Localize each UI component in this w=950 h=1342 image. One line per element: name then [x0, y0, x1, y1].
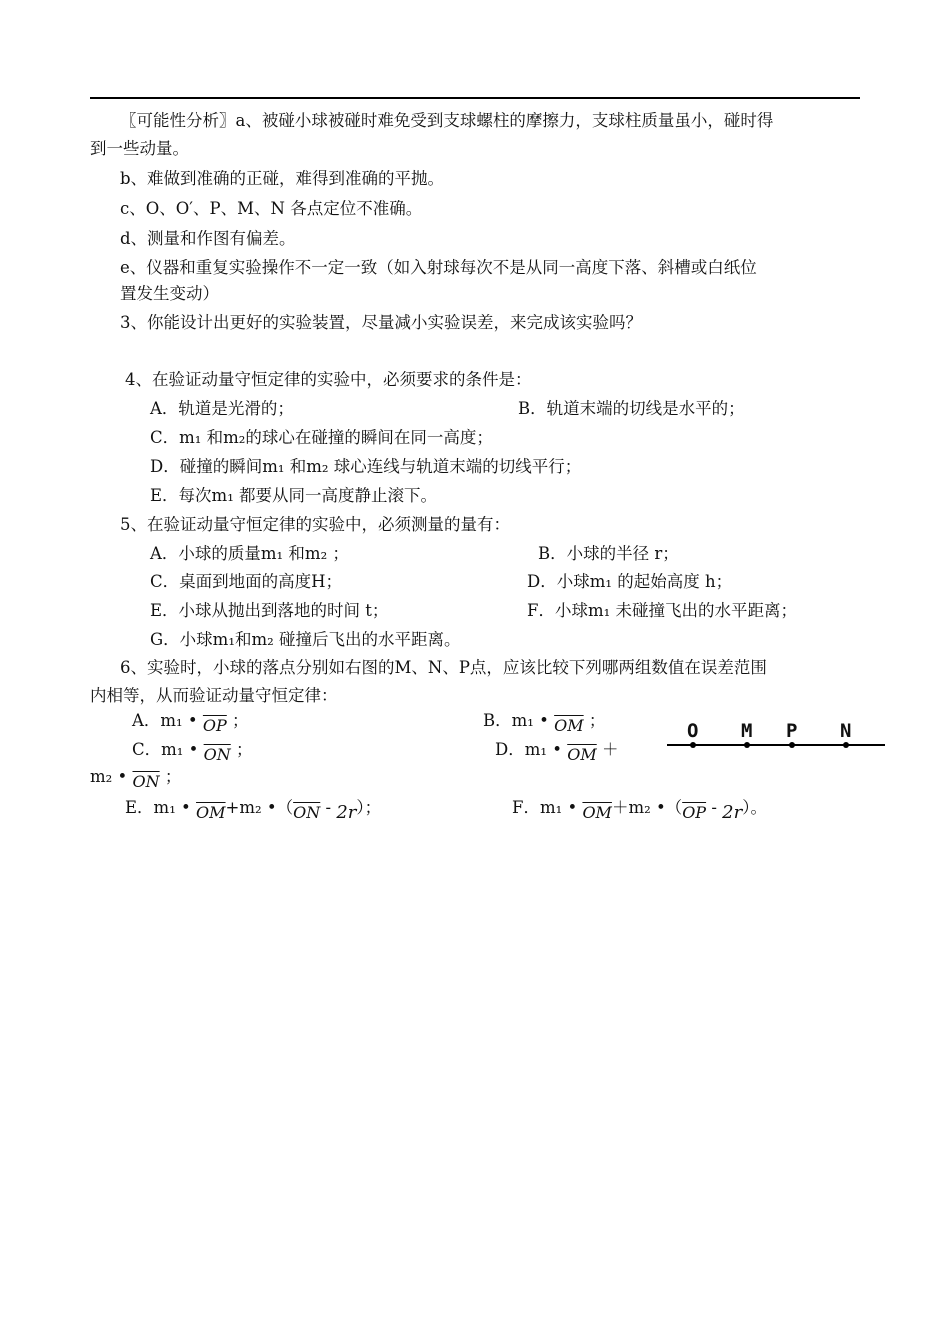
possibility-analysis-d: d、测量和作图有偏差。 — [120, 229, 296, 248]
landing-points-diagram — [655, 715, 895, 760]
option-d2-prefix: m₂ • — [90, 767, 128, 786]
option-f-prefix: F．m₁ • — [512, 798, 578, 817]
possibility-analysis-b: b、难做到准确的正碰，难得到准确的平抛。 — [120, 169, 445, 188]
option-a-prefix: A．m₁ • — [132, 711, 198, 730]
two-r: 2r — [336, 802, 357, 823]
question-3: 3、你能设计出更好的实验装置，尽量减小实验误差，来完成该实验吗？ — [120, 313, 642, 332]
question-5-option-b: B．小球的半径 r； — [538, 544, 679, 563]
label-m: M — [741, 720, 753, 742]
point-m-dot — [744, 742, 750, 748]
question-5-stem: 5、在验证动量守恒定律的实验中，必须测量的量有： — [120, 515, 510, 534]
possibility-analysis-a: 〖可能性分析〗a、被碰小球被碰时难免受到支球螺柱的摩擦力，支球柱质量虽小，碰时得 — [120, 111, 774, 130]
question-5-option-a: A．小球的质量m₁ 和m₂ ； — [150, 544, 349, 563]
question-6-option-f — [512, 797, 767, 823]
question-6-option-d — [495, 739, 619, 764]
option-b-suffix: ； — [588, 711, 606, 730]
option-b-prefix: B．m₁ • — [483, 711, 549, 730]
question-5-option-f: F．小球m₁ 未碰撞飞出的水平距离； — [527, 601, 797, 620]
label-p: P — [786, 720, 798, 742]
question-4-stem: 4、在验证动量守恒定律的实验中，必须要求的条件是： — [125, 370, 532, 389]
segment-om: $\overline{OM}$ — [582, 803, 612, 822]
point-n-dot — [843, 742, 849, 748]
option-c-suffix: ； — [236, 740, 253, 759]
segment-op: $\overline{OP}$ — [202, 716, 227, 735]
question-6-option-c — [132, 739, 253, 764]
question-5-option-d: D．小球m₁ 的起始高度 h； — [527, 572, 733, 591]
question-4-option-d: D．碰撞的瞬间m₁ 和m₂ 球心连线与轨道末端的切线平行； — [150, 457, 582, 476]
option-d-prefix: D．m₁ • — [495, 740, 562, 759]
question-5-option-e: E．小球从抛出到落地的时间 t； — [150, 601, 389, 620]
segment-on: $\overline{ON}$ — [293, 803, 321, 822]
label-o: O — [687, 720, 699, 742]
question-6-stem-cont: 内相等，从而验证动量守恒定律： — [90, 686, 338, 705]
question-6-option-e — [125, 797, 382, 823]
option-c-prefix: C．m₁ • — [132, 740, 199, 759]
label-n: N — [840, 720, 852, 742]
option-f-suffix: ）。 — [742, 798, 767, 817]
minus-sign: - — [706, 798, 723, 817]
segment-om: $\overline{OM}$ — [554, 716, 584, 735]
segment-om: $\overline{OM}$ — [567, 745, 597, 764]
minus-sign: - — [320, 798, 337, 817]
option-d2-suffix: ； — [164, 767, 182, 786]
option-d-plus: ＋ — [601, 740, 619, 759]
point-p-dot — [789, 742, 795, 748]
possibility-analysis-e: e、仪器和重复实验操作不一定一致（如入射球每次不是从同一高度下落、斜槽或白纸位 — [120, 258, 757, 277]
option-e-prefix: E．m₁ • — [125, 798, 191, 817]
possibility-analysis-a-cont: 到一些动量。 — [90, 139, 189, 158]
question-6-stem: 6、实验时，小球的落点分别如右图的M、N、P点，应该比较下列哪两组数值在误差范围 — [120, 658, 767, 677]
top-rule — [90, 97, 860, 99]
segment-op: $\overline{OP}$ — [682, 803, 707, 822]
option-e-mid: +m₂ •（ — [225, 798, 294, 817]
question-6-option-d-cont — [90, 766, 182, 791]
possibility-analysis-c: c、O、O′、P、M、N 各点定位不准确。 — [120, 199, 423, 218]
question-6-option-a — [132, 710, 249, 735]
question-4-option-c: C．m₁ 和m₂的球心在碰撞的瞬间在同一高度； — [150, 428, 493, 447]
question-4-option-e: E．每次m₁ 都要从同一高度静止滚下。 — [150, 486, 438, 505]
segment-on: $\overline{ON}$ — [203, 745, 231, 764]
point-o-dot — [690, 742, 696, 748]
question-6-option-b — [483, 710, 606, 735]
option-e-suffix: ）； — [356, 798, 382, 817]
possibility-analysis-e-cont: 置发生变动） — [120, 284, 219, 303]
question-5-option-c: C．桌面到地面的高度H； — [150, 572, 343, 591]
two-r: 2r — [722, 802, 743, 823]
segment-on: $\overline{ON}$ — [132, 772, 160, 791]
option-a-suffix: ； — [232, 711, 249, 730]
question-4-option-a: A．轨道是光滑的； — [150, 399, 294, 418]
question-4-option-b: B．轨道末端的切线是水平的； — [518, 399, 745, 418]
option-f-mid: ＋m₂ •（ — [611, 798, 683, 817]
question-5-option-g: G．小球m₁和m₂ 碰撞后飞出的水平距离。 — [150, 630, 461, 649]
segment-om: $\overline{OM}$ — [196, 803, 226, 822]
